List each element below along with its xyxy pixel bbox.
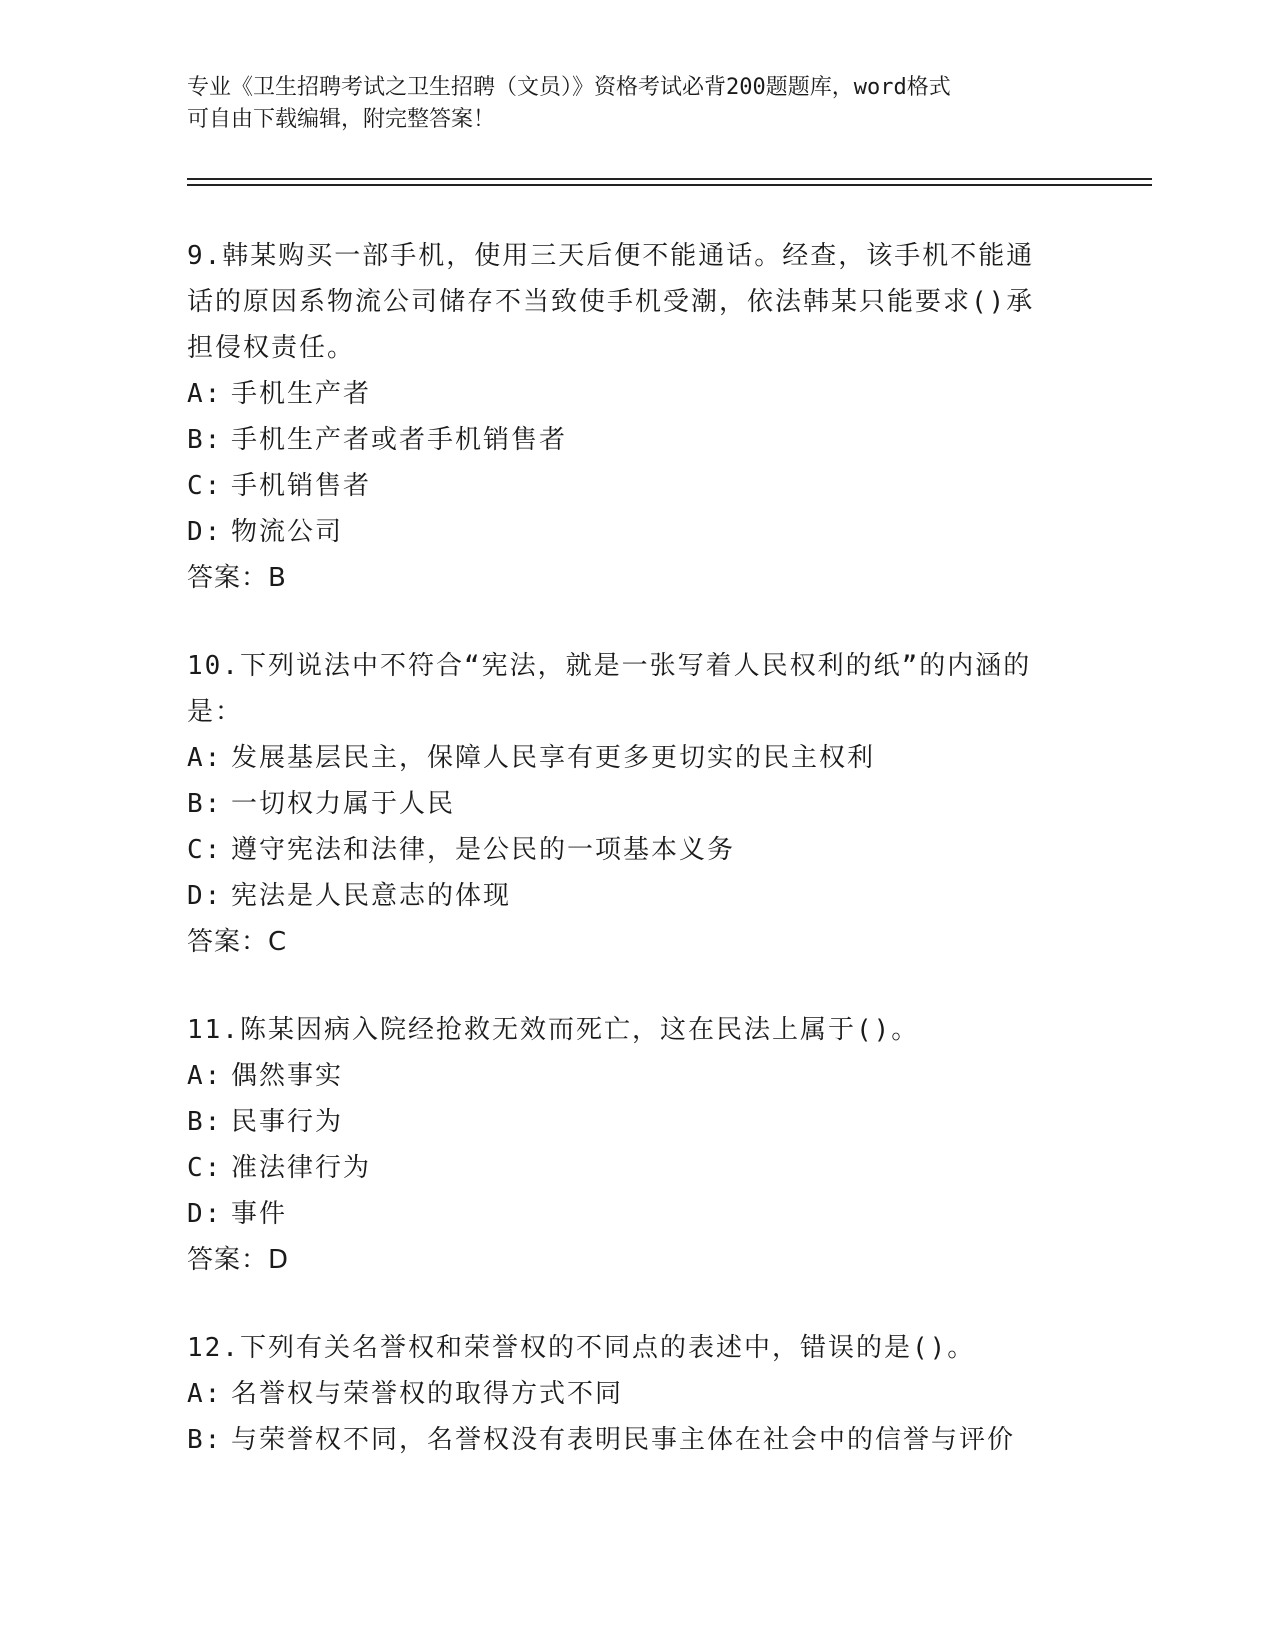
header-line-1: 专业《卫生招聘考试之卫生招聘（文员）》资格考试必背200题题库，word格式 [187, 75, 951, 100]
question-text-line: 9.韩某购买一部手机，使用三天后便不能通话。经查，该手机不能通 [187, 241, 1035, 271]
answer-line: 答案：C [187, 927, 288, 957]
option-text: 发展基层民主，保障人民享有更多更切实的民主权利 [231, 743, 876, 773]
option-text: 手机生产者或者手机销售者 [231, 425, 568, 455]
question-spacer [187, 601, 1087, 643]
option-text: 遵守宪法和法律，是公民的一项基本义务 [231, 835, 736, 865]
question-11 [187, 1007, 1087, 1283]
option-text: 民事行为 [231, 1107, 344, 1137]
option-text: 与荣誉权不同，名誉权没有表明民事主体在社会中的信誉与评价 [231, 1425, 1016, 1455]
option-letter: A: [187, 379, 223, 409]
question-spacer [187, 965, 1087, 1007]
option-letter: C: [187, 471, 223, 501]
question-text-line: 12.下列有关名誉权和荣誉权的不同点的表述中，错误的是()。 [187, 1333, 976, 1363]
header-divider-top [187, 178, 1152, 180]
document-header [187, 72, 1087, 136]
option-letter: A: [187, 743, 223, 773]
question-10 [187, 643, 1087, 965]
option-text: 手机生产者 [231, 379, 372, 409]
option-b [187, 417, 1087, 463]
option-c [187, 827, 1087, 873]
question-text-line: 担侵权责任。 [187, 333, 356, 363]
option-text: 准法律行为 [231, 1153, 372, 1183]
option-d [187, 873, 1087, 919]
option-letter: D: [187, 517, 223, 547]
option-letter: C: [187, 1153, 223, 1183]
option-letter: D: [187, 1199, 223, 1229]
option-c [187, 1145, 1087, 1191]
option-d [187, 1191, 1087, 1237]
option-letter: A: [187, 1379, 223, 1409]
question-9 [187, 233, 1087, 601]
question-spacer [187, 1283, 1087, 1325]
option-letter: B: [187, 1107, 223, 1137]
option-a [187, 1053, 1087, 1099]
header-line-2: 可自由下载编辑，附完整答案！ [187, 107, 496, 132]
question-text-line: 11.陈某因病入院经抢救无效而死亡，这在民法上属于()。 [187, 1015, 920, 1045]
option-a [187, 371, 1087, 417]
option-letter: B: [187, 789, 223, 819]
option-text: 手机销售者 [231, 471, 372, 501]
option-d [187, 509, 1087, 555]
question-list [187, 233, 1087, 1463]
option-text: 名誉权与荣誉权的取得方式不同 [231, 1379, 624, 1409]
question-text-line: 10.下列说法中不符合“宪法，就是一张写着人民权利的纸”的内涵的 [187, 651, 1032, 681]
question-12 [187, 1325, 1087, 1463]
option-b [187, 781, 1087, 827]
option-text: 事件 [231, 1199, 288, 1229]
option-letter: A: [187, 1061, 223, 1091]
option-letter: D: [187, 881, 223, 911]
question-text-line: 是： [187, 697, 244, 727]
option-letter: B: [187, 425, 223, 455]
question-text-line: 话的原因系物流公司储存不当致使手机受潮，依法韩某只能要求()承 [187, 287, 1035, 317]
option-letter: C: [187, 835, 223, 865]
answer-line: 答案：B [187, 563, 287, 593]
option-b [187, 1099, 1087, 1145]
option-b [187, 1417, 1087, 1463]
option-a [187, 1371, 1087, 1417]
option-text: 物流公司 [231, 517, 344, 547]
option-text: 一切权力属于人民 [231, 789, 456, 819]
option-c [187, 463, 1087, 509]
option-text: 宪法是人民意志的体现 [231, 881, 512, 911]
option-letter: B: [187, 1425, 223, 1455]
header-divider-bottom [187, 184, 1152, 186]
option-a [187, 735, 1087, 781]
answer-line: 答案：D [187, 1245, 290, 1275]
option-text: 偶然事实 [231, 1061, 344, 1091]
